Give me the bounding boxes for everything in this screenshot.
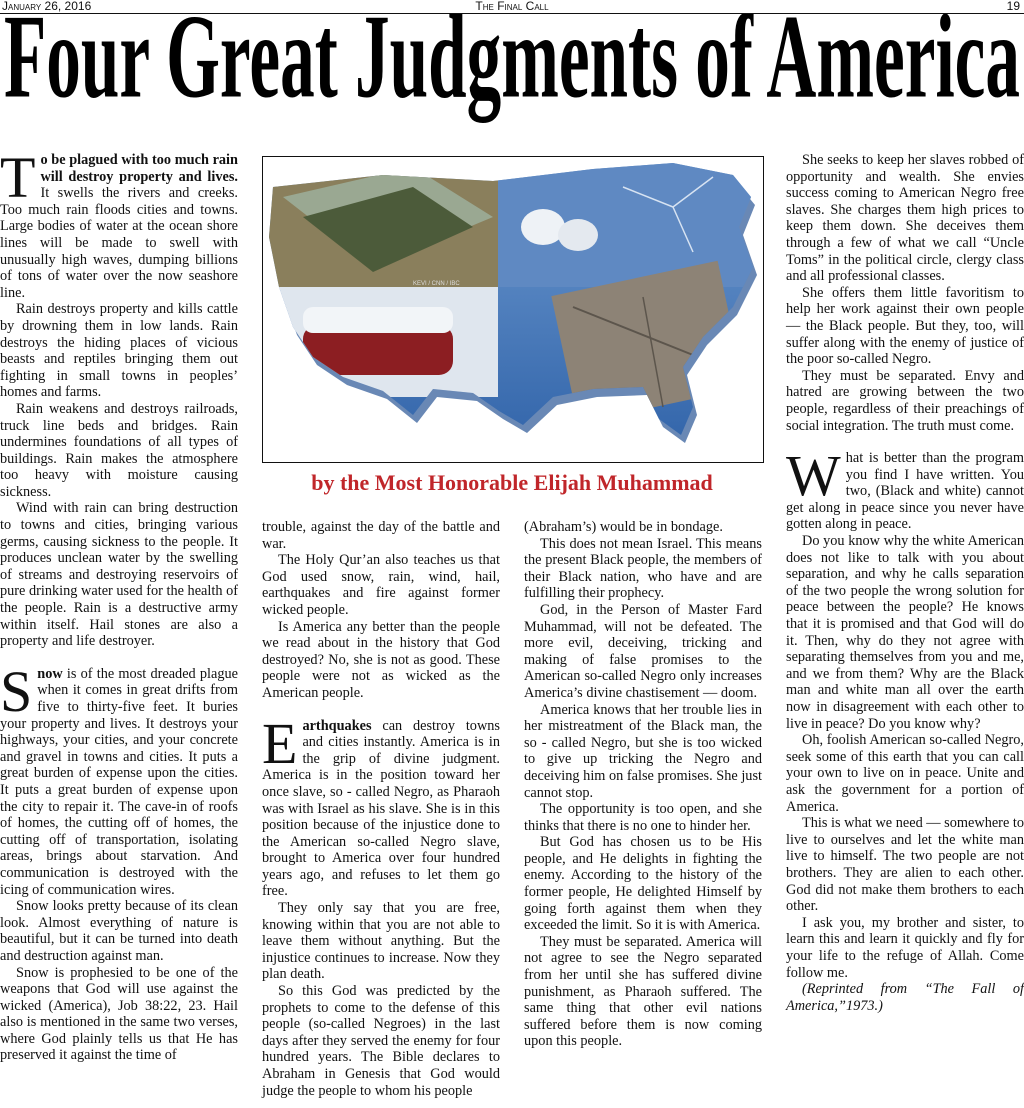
us-map-collage-image <box>262 156 764 463</box>
column-2 <box>262 519 500 1099</box>
snow-paragraph-1 <box>0 658 238 898</box>
col2-paragraph-1: trouble, against the day of the battle and war. <box>262 519 500 552</box>
col3-paragraph-3: God, in the Person of Master Fard Muhammad, will not be defeated. The more evil, deceiving, tricking and making of false promises to the American so-called Negro only increases America’s divine chastisement — doom. <box>524 601 762 701</box>
publication-name: The Final Call <box>475 0 549 13</box>
col4-paragraph-3: They must be separated. Envy and hatred are growing between the two people, regardless of their preachings of social integration. The truth must come. <box>786 367 1024 434</box>
headline <box>0 14 1024 142</box>
col4-paragraph-7: This is what we need — somewhere to live to ourselves and let the white man live to himself. The two people are not brothers. They are alien to each other. God did not make them brothers to each other. <box>786 815 1024 915</box>
w-paragraph-1 <box>786 443 1024 533</box>
snow-paragraph-3: Snow is prophesied to be one of the weapons that God will use against the wicked (America), Job 38:22, 23. Hail also is mentioned in the same two verses, where God plainly tells us that He has preserved it against the time of <box>0 964 238 1064</box>
byline: by the Most Honorable Elijah Muhammad <box>311 470 713 495</box>
snow-paragraph-2: Snow looks pretty because of its clean look. Almost everything of nature is beautiful, but it can be turned into death and destruction against man. <box>0 898 238 964</box>
column-1 <box>0 145 238 1064</box>
col4-paragraph-5: Do you know why the white American does not like to talk with you about separation, and why he calls separation of the two people the wrong solution for peace between the people? He knows that it is promised and that God will do it. Then, why do they not agree with separating themselves from you and me, and we from them? Why are the Black man and white man all over the earth now in disagreement with each other to live in peace? Do you know why? <box>786 533 1024 732</box>
photo-watermark: KEVI / CNN / IBC <box>413 281 460 287</box>
page-header <box>0 0 1024 12</box>
rain-paragraph-4: Wind with rain can bring destruction to towns and cities, bringing various germs, causing sickness to the people. It produces unclean water by the swelling of streams and destroying reservoirs of pure drinking water used for the health of the people. Rain is a destructive army within itself. Hail stones are also a property and life destroyer. <box>0 500 238 650</box>
col2-paragraph-2: The Holy Qur’an also teaches us that God used snow, rain, wind, hail, earthquakes and fire against former wicked people. <box>262 552 500 618</box>
issue-date: January 26, 2016 <box>2 0 92 13</box>
col3-paragraph-7: They must be separated. America will not agree to see the Negro separated from her until she has suffered divine punishment, as Pharaoh suffered. The same thing that other evil nations suffered before them is now coming upon this people. <box>524 933 762 1050</box>
col4-paragraph-1: She seeks to keep her slaves robbed of opportunity and wealth. She envies success coming to American Negro free slaves. She charges them high prices to keep them down. She deceives them through a few of what we call “Uncle Toms” in the political circle, clergy class and all professional classes. <box>786 152 1024 285</box>
rain-paragraph-3: Rain weakens and destroys railroads, truck line beds and bridges. Rain undermines foundations of all types of buildings. Rain makes the atmosphere too heavy with moisture causing sickness. <box>0 400 238 500</box>
col3-paragraph-2: This does not mean Israel. This means the present Black people, the members of their Black nation, who have and are fulfilling their prophecy. <box>524 535 762 602</box>
col4-paragraph-8: I ask you, my brother and sister, to learn this and learn it quickly and fly for your life to the refuge of Allah. Come follow me. <box>786 914 1024 981</box>
snow-text: is of the most dreaded plague when it comes in great drifts from five to thirty-five feet. It buries your property and lives. It destroys your highways, your cities, and your concrete and gravel in towns and cities. It puts a great burden of expense upon the cities. It puts a great burden of expense upon the city to repair it. The cave-in of roofs of homes, the cutting off of homes, the cutting off of transportation, isolating areas, brings about starvation. And communication is destroyed with the icing of communication wires. <box>0 665 238 898</box>
drop-cap-t: T <box>0 145 36 210</box>
page-number: 19 <box>1006 0 1020 13</box>
reprint-credit: (Reprinted from “The Fall of America,”1973.) <box>786 981 1024 1014</box>
col4-paragraph-2: She offers them little favoritism to help her work against their own people — the Black people. But they, too, will suffer along with the enemy of justice of the poor so-called Negro. <box>786 284 1024 368</box>
col3-paragraph-1: (Abraham’s) would be in bondage. <box>524 519 723 535</box>
w-text: hat is better than the program you find I have written. You two, (Black and white) cannot get along in peace since you never have gotten along in peace. <box>786 450 1024 533</box>
earthquake-paragraph-1 <box>262 710 500 901</box>
col2-paragraph-5: They only say that you are free, knowing within that you are not able to leave them without anything. But the injustice continues to increase. Now they plan death. <box>262 900 500 983</box>
earthquake-lead: arthquakes <box>302 717 372 734</box>
rain-paragraph-1 <box>0 145 238 301</box>
rain-lead: o be plagued with too much rain will destroy property and lives. <box>40 152 238 185</box>
rain-paragraph-2: Rain destroys property and kills cattle by drowning them in low lands. Rain destroys the hiding places of vicious beasts and reptiles bringing them out fighting in small towns in peoples’ homes and farms. <box>0 301 238 401</box>
col3-paragraph-5: The opportunity is too open, and she thinks that there is no one to hinder her. <box>524 801 762 834</box>
snow-lead: now <box>37 665 63 682</box>
column-3 <box>524 519 762 1050</box>
drop-cap-e: E <box>262 710 298 776</box>
headline-text: Four Great Judgments of America <box>4 14 1020 124</box>
earthquake-text: can destroy towns and cities instantly. America is in the grip of divine judgment. America is in the position toward her once slave, so - called Negro, as Pharaoh was with Israel as his slave. She is in this position because of the injustice done to the American so-called Negro slave, brought to America over four hundred years ago, and refuses to let them go free. <box>262 717 500 900</box>
column-4 <box>786 152 1024 1014</box>
col4-paragraph-6: Oh, foolish American so-called Negro, seek some of this earth that you can call your own to live on in peace. Unite and ask the government for a portion of America. <box>786 732 1024 815</box>
col2-paragraph-6: So this God was predicted by the prophets to come to the defense of this people (so-called Negroes) in the last days after they served the enemy for four hundred years. The Bible declares to Abraham in Genesis that God would judge the people to whom his people <box>262 983 500 1099</box>
drop-cap-w: W <box>786 443 841 509</box>
col2-paragraph-3: Is America any better than the people we read about in the history that God destroyed? No, she is not as good. These people were not as wicked as the American people. <box>262 618 500 701</box>
rain-text: It swells the rivers and creeks. Too much rain floods cities and towns. Large bodies of water at the ocean shore lines will be made to swell with unusually high waves, dumping billions of tons of water over the now seashore line. <box>0 185 238 301</box>
drop-cap-s: S <box>0 658 33 724</box>
col3-paragraph-4: America knows that her trouble lies in her mistreatment of the Black man, the so - called Negro, but she is too wicked to give up tricking the Negro and deceiving him on false promises. She just cannot stop. <box>524 701 762 801</box>
col3-paragraph-6: But God has chosen us to be His people, and He delights in fighting the enemy. According to the history of the former people, He delighted Himself by going forth against them when they exceeded the limit. So it is with America. <box>524 834 762 934</box>
